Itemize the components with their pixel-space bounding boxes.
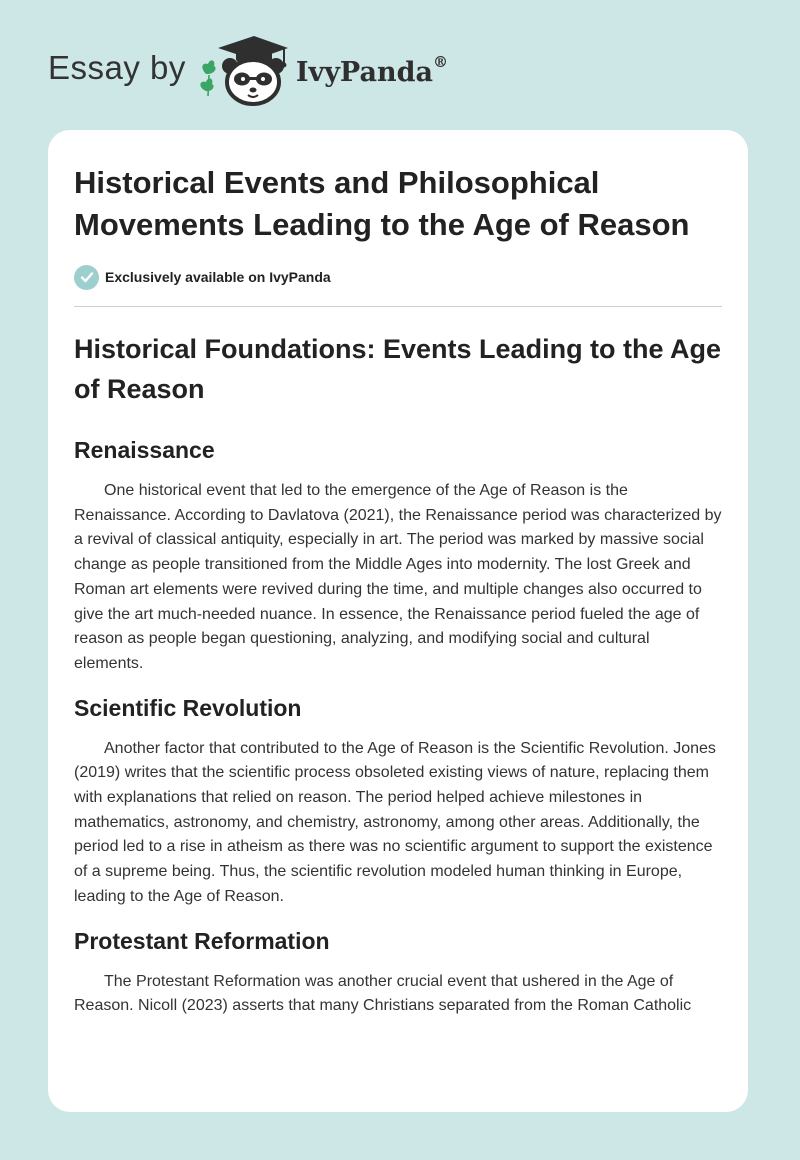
essay-by-label: Essay by: [48, 49, 186, 86]
subsection-heading-scientific-revolution: Scientific Revolution: [74, 694, 302, 721]
title-divider: [74, 306, 722, 307]
brand-label: IvyPanda: [295, 56, 433, 88]
paragraph-protestant-reformation: The Protestant Reformation was another crucial event that ushered in the Age of Reason. Nicoll (2023) asserts that many Christians separated from the Roman Catholic: [74, 972, 692, 1015]
exclusive-badge: [74, 264, 722, 290]
exclusive-label: Exclusively available on IvyPanda: [105, 269, 331, 285]
brand-name[interactable]: [295, 52, 448, 88]
subsection-heading-renaissance: Renaissance: [74, 437, 215, 463]
section-heading: Historical Foundations: Events Leading to the Age of Reason: [74, 334, 722, 404]
site-header: [48, 34, 448, 108]
essay-title: Historical Events and Philosophical Movements Leading to the Age of Reason: [74, 165, 690, 242]
essay-card: [48, 130, 748, 1112]
paragraph-renaissance: One historical event that led to the emergence of the Age of Reason is the Renaissance. According to Davlatova (2021), the Renaissance period was characterized by a revival of classical antiquity, especially in art. The period was marked by massive social change as people transitioned from the Middle Ages into modernity. The lost Greek and Roman art elements were revived during the time, and multiple changes also occurred to give the art much-needed nuance. In essence, the Renaissance period fueled the age of reason as people began questioning, analyzing, and modifying social and cultural elements.: [74, 482, 722, 672]
paragraph-scientific-revolution: Another factor that contributed to the Age of Reason is the Scientific Revolution. Jones (2019) writes that the scientific process obsoleted existing views of nature, replacing them with explanations that relied on reason. The period helped achieve milestones in mathematics, astronomy, and chemistry, astronomy, among other areas. Additionally, the period led to a rise in atheism as there was no scientific argument to support the existence of a supreme being. Thus, the scientific revolution modeled human thinking in Europe, leading to the Age of Reason.: [74, 739, 716, 905]
check-icon: [74, 265, 99, 290]
panda-logo-icon[interactable]: [196, 34, 292, 108]
registered-mark: ®: [432, 52, 448, 71]
subsection-heading-protestant-reformation: Protestant Reformation: [74, 927, 330, 954]
